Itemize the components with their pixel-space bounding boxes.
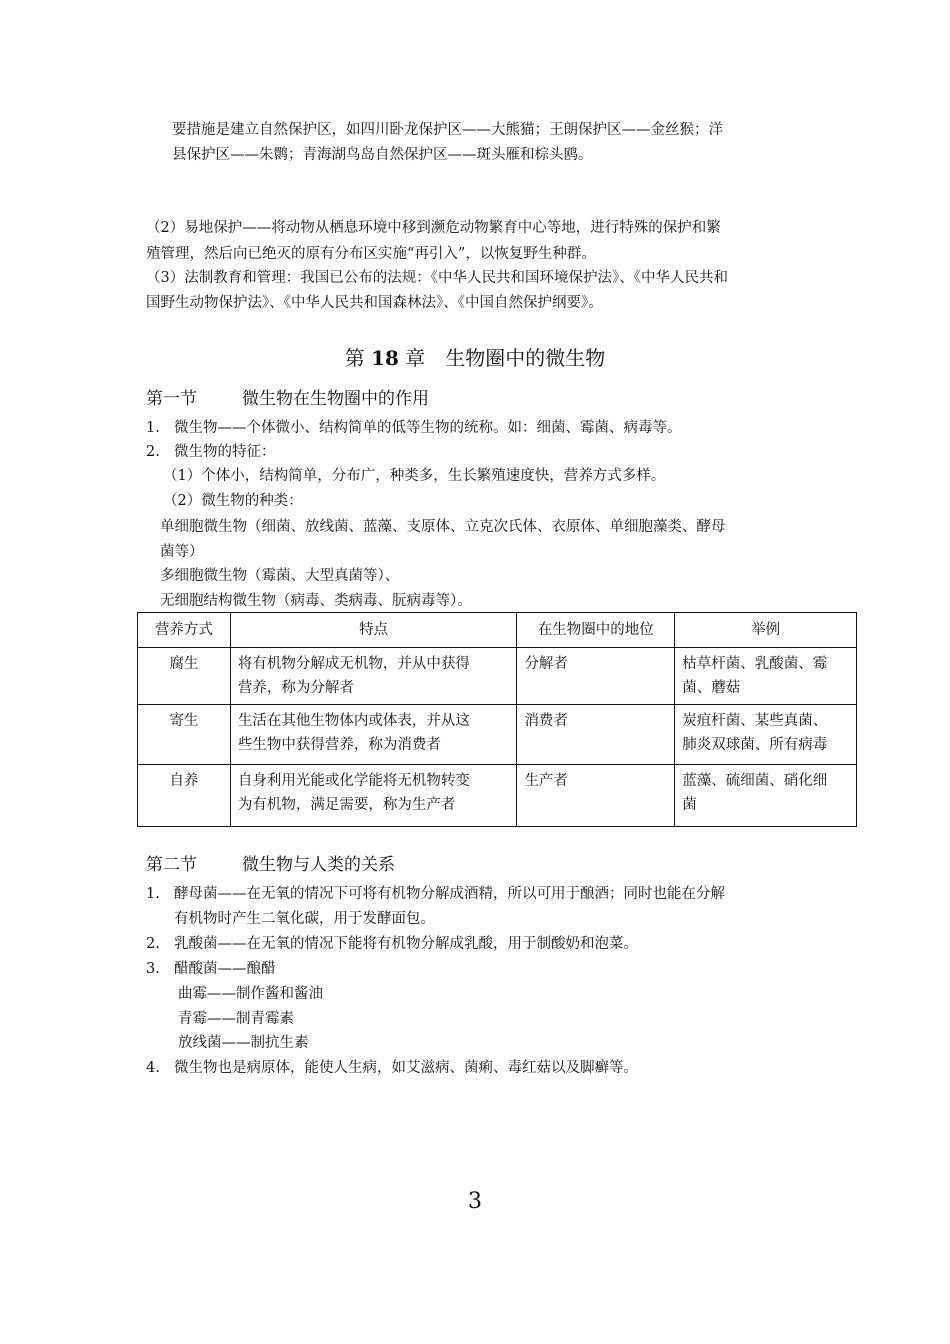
list-subline: 放线菌——制抗生素 [178,1035,309,1051]
cell-line: 枯草杆菌、乳酸菌、霉 [682,656,828,672]
table-header-row [138,613,857,648]
cell-line: 为有机物，满足需要，称为生产者 [237,797,456,813]
list-item [146,934,638,954]
cell-line: 营养，称为分解者 [237,680,354,696]
paragraph-line: 要措施是建立自然保护区，如四川卧龙保护区——大熊猫；王朗保护区——金丝猴；洋 [172,122,723,138]
list-item [146,959,276,979]
paragraph-line: 殖管理，然后向已绝灭的原有分布区实施“再引入”，以恢复野生种群。 [146,246,596,262]
cell-line: 生活在其他生物体内或体表，并从这 [237,713,470,729]
list-number: 2. [146,444,160,460]
section-title: 微生物与人类的关系 [242,855,395,875]
cell-example [675,765,857,827]
list-subline: 青霉——制青霉素 [178,1011,294,1027]
cell-line: 将有机物分解成无机物，并从中获得 [237,656,470,672]
cell-mode: 腐生 [138,648,231,705]
cell-line: 菌、蘑菇 [682,680,741,696]
cell-feature [230,648,517,705]
page-number: 3 [468,1189,482,1214]
chapter-name: 章 生物圈中的微生物 [398,346,606,370]
list-number: 1. [146,420,160,436]
chapter-number: 18 [371,346,399,370]
cell-feature [230,765,517,827]
cell-role: 生产者 [517,765,675,827]
header-feature: 特点 [230,613,517,648]
cell-line: 蓝藻、硫细菌、硝化细 [682,773,828,789]
list-number: 2. [146,936,160,952]
list-text: 酵母菌——在无氧的情况下可将有机物分解成酒精，所以可用于酿酒；同时也能在分解 [174,886,725,902]
section-title: 微生物在生物圈中的作用 [242,389,429,409]
list-number: 1. [146,886,160,902]
cell-line: 炭疽杆菌、某些真菌、 [682,713,828,729]
sub-item: （2）微生物的种类： [163,493,303,509]
type-line: 菌等） [160,544,204,560]
header-mode: 营养方式 [138,613,231,648]
cell-mode: 自养 [138,765,231,827]
list-text: 微生物——个体微小、结构简单的低等生物的统称。如：细菌、霉菌、病毒等。 [174,420,682,436]
list-text: 微生物的特征： [174,444,276,460]
type-line: 无细胞结构微生物（病毒、类病毒、朊病毒等）。 [160,593,472,609]
list-text: 乳酸菌——在无氧的情况下能将有机物分解成乳酸，用于制酸奶和泡菜。 [174,936,638,952]
list-item [146,1058,638,1078]
cell-mode: 寄生 [138,705,231,765]
cell-line: 些生物中获得营养，称为消费者 [237,737,441,753]
cell-feature [230,705,517,765]
table-row [138,705,857,765]
table-row [138,648,857,705]
section-number: 第一节 [146,389,197,409]
header-role: 在生物圈中的地位 [517,613,675,648]
section-number: 第二节 [146,855,197,875]
cell-line: 肺炎双球菌、所有病毒 [682,737,828,753]
list-item-continued: 有机物时产生二氧化碳，用于发酵面包。 [174,911,435,927]
paragraph-line: （3）法制教育和管理：我国已公布的法规：《中华人民共和国环境保护法》、《中华人民共和 [146,270,728,286]
section-heading [146,853,395,877]
chapter-prefix: 第 [344,346,372,370]
table-row [138,765,857,827]
list-item [146,418,682,438]
list-subline: 曲霉——制作酱和酱油 [178,986,323,1002]
cell-role: 分解者 [517,648,675,705]
section-heading [146,387,429,411]
cell-example [675,648,857,705]
header-example: 举例 [675,613,857,648]
type-line: 多细胞微生物（霉菌、大型真菌等）、 [160,568,400,584]
list-number: 3. [146,961,160,977]
paragraph-line: 县保护区——朱鹮；青海湖鸟岛自然保护区——斑头雁和棕头鸥。 [172,147,593,163]
list-item [146,442,276,462]
cell-line: 菌 [682,797,697,813]
sub-item: （1）个体小，结构简单，分布广，种类多，生长繁殖速度快，营养方式多样。 [163,468,666,484]
chapter-title [0,344,950,372]
list-item [146,884,725,904]
nutrition-table [137,612,857,827]
list-number: 4. [146,1060,160,1076]
cell-line: 自身利用光能或化学能将无机物转变 [237,773,470,789]
type-line: 单细胞微生物（细菌、放线菌、蓝藻、支原体、立克次氏体、衣原体、单细胞藻类、酵母 [160,519,726,535]
paragraph-line: （2）易地保护——将动物从栖息环境中移到濒危动物繁育中心等地，进行特殊的保护和繁 [146,220,721,236]
cell-role: 消费者 [517,705,675,765]
list-text: 醋酸菌——酿醋 [174,961,276,977]
list-text: 微生物也是病原体，能使人生病，如艾滋病、菌痢、毒红菇以及脚癣等。 [174,1060,638,1076]
paragraph-line: 国野生动物保护法》、《中华人民共和国森林法》、《中国自然保护纲要》。 [146,295,603,311]
cell-example [675,705,857,765]
